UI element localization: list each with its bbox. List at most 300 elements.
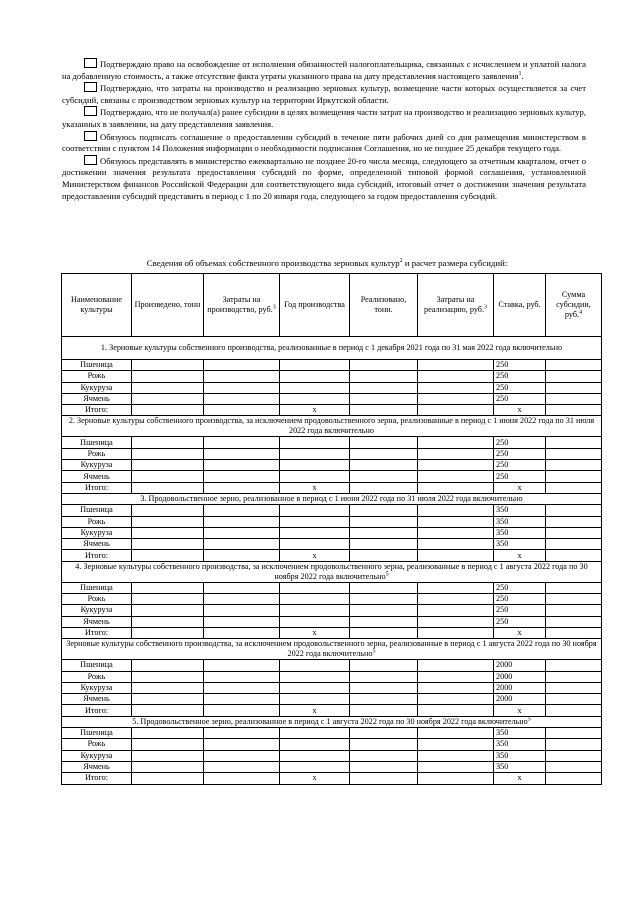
table-caption: Сведения об объемах собственного производства зерновых культур$^2$ и расчет размера субсидий: xyxy=(146,258,508,268)
empty-cell[interactable] xyxy=(546,582,602,593)
empty-cell[interactable] xyxy=(546,460,602,471)
crop-name: Ячмень xyxy=(62,694,132,705)
total-row xyxy=(62,773,602,784)
rate-cell: 250 xyxy=(494,437,546,448)
empty-cell[interactable] xyxy=(204,360,280,371)
crop-name: Кукуруза xyxy=(62,460,132,471)
header-production-year: Год производства xyxy=(280,274,350,337)
section-row xyxy=(62,639,602,660)
section-title: 2. Зерновые культуры собственного производства, за исключением продовольственного зерна, реализованные в период с 1 июня 2022 года по 31 июля 2022 года включительно xyxy=(62,416,602,437)
table-row xyxy=(62,671,602,682)
rate-cell: 350 xyxy=(494,739,546,750)
total-label: Итого: xyxy=(62,773,132,784)
empty-cell[interactable] xyxy=(204,505,280,516)
total-label: Итого: xyxy=(62,482,132,493)
empty-cell[interactable] xyxy=(204,627,280,638)
empty-cell[interactable] xyxy=(418,460,494,471)
rate-cell: 350 xyxy=(494,516,546,527)
empty-cell[interactable] xyxy=(280,360,350,371)
empty-cell[interactable] xyxy=(418,739,494,750)
year-cell: x xyxy=(280,705,350,716)
header-sale-cost: Затраты на реализацию, руб.$^3$ xyxy=(418,274,494,337)
crop-name: Кукуруза xyxy=(62,682,132,693)
header-sold: Реализовано, тонн. xyxy=(350,274,418,337)
crop-name: Пшеница xyxy=(62,505,132,516)
empty-cell[interactable] xyxy=(418,594,494,605)
empty-cell[interactable] xyxy=(204,437,280,448)
empty-cell[interactable] xyxy=(418,728,494,739)
empty-cell[interactable] xyxy=(280,471,350,482)
empty-cell[interactable] xyxy=(132,728,204,739)
empty-cell[interactable] xyxy=(350,360,418,371)
empty-cell[interactable] xyxy=(546,393,602,404)
empty-cell[interactable] xyxy=(350,448,418,459)
empty-cell[interactable] xyxy=(280,739,350,750)
rate-cell: 2000 xyxy=(494,660,546,671)
total-row xyxy=(62,705,602,716)
empty-cell[interactable] xyxy=(418,660,494,671)
empty-cell[interactable] xyxy=(350,660,418,671)
empty-cell[interactable] xyxy=(546,371,602,382)
empty-cell[interactable] xyxy=(546,694,602,705)
rate-cell: x xyxy=(494,550,546,561)
empty-cell[interactable] xyxy=(418,705,494,716)
empty-cell[interactable] xyxy=(418,360,494,371)
empty-cell[interactable] xyxy=(350,471,418,482)
rate-cell: x xyxy=(494,773,546,784)
crop-name: Пшеница xyxy=(62,728,132,739)
total-label: Итого: xyxy=(62,627,132,638)
confirmation-paragraph: Подтверждаю, что не получал(а) ранее субсидии в целях возмещения части затрат на производство и реализацию зерновых культур, указанных в заявлении, на дату представления заявления. xyxy=(62,107,586,129)
empty-cell[interactable] xyxy=(280,437,350,448)
rate-cell: x xyxy=(494,405,546,416)
empty-cell[interactable] xyxy=(132,437,204,448)
rate-cell: 250 xyxy=(494,460,546,471)
empty-cell[interactable] xyxy=(546,471,602,482)
empty-cell[interactable] xyxy=(418,527,494,538)
year-cell: x xyxy=(280,773,350,784)
empty-cell[interactable] xyxy=(546,405,602,416)
confirmation-paragraph: Подтверждаю, что затраты на производство и реализацию зерновых культур, возмещение части которых осуществляется за счет субсидий, связаны с производством зерновых культур на территории Иркутской области. xyxy=(62,83,586,105)
confirmation-paragraph: Подтверждаю право на освобождение от исполнения обязанностей налогоплательщика, связанных с исчислением и уплатой налога на добавленную стоимость, а также отсутствие факта утраты указанного права на дату представления настоящего заявления$^1$. xyxy=(62,59,586,81)
crop-name: Рожь xyxy=(62,371,132,382)
rate-cell: 2000 xyxy=(494,671,546,682)
empty-cell[interactable] xyxy=(418,516,494,527)
empty-cell[interactable] xyxy=(350,773,418,784)
table-row xyxy=(62,761,602,772)
empty-cell[interactable] xyxy=(350,371,418,382)
empty-cell[interactable] xyxy=(350,671,418,682)
empty-cell[interactable] xyxy=(132,582,204,593)
empty-cell[interactable] xyxy=(418,682,494,693)
empty-cell[interactable] xyxy=(204,750,280,761)
subsidy-table xyxy=(61,273,602,785)
rate-cell: 350 xyxy=(494,539,546,550)
table-row xyxy=(62,382,602,393)
table-row xyxy=(62,360,602,371)
empty-cell[interactable] xyxy=(350,750,418,761)
empty-cell[interactable] xyxy=(350,728,418,739)
empty-cell[interactable] xyxy=(280,582,350,593)
empty-cell[interactable] xyxy=(350,460,418,471)
empty-cell[interactable] xyxy=(546,739,602,750)
table-row xyxy=(62,437,602,448)
empty-cell[interactable] xyxy=(546,750,602,761)
empty-cell[interactable] xyxy=(132,773,204,784)
empty-cell[interactable] xyxy=(204,382,280,393)
total-label: Итого: xyxy=(62,405,132,416)
empty-cell[interactable] xyxy=(350,739,418,750)
empty-cell[interactable] xyxy=(546,527,602,538)
empty-cell[interactable] xyxy=(132,660,204,671)
empty-cell[interactable] xyxy=(132,750,204,761)
empty-cell[interactable] xyxy=(204,728,280,739)
empty-cell[interactable] xyxy=(350,694,418,705)
total-label: Итого: xyxy=(62,705,132,716)
confirmation-paragraph: Обязуюсь представлять в министерство ежеквартально не позднее 20-го числа месяца, следующего за отчетным кварталом, отчет о достижении значения результата предоставления субсидий по форме, определенной типовой формой соглашения, установленной Министерством финансов Российской Федерации для соответствующего вида субсидий, итоговый отчет о достижении значения результата предоставления субсидий представить в период с 1 по 20 января года, следующего за годом предоставления субсидий. xyxy=(62,155,586,201)
header-subsidy-amount: Сумма субсидии, руб.$^4$ xyxy=(546,274,602,337)
year-cell: x xyxy=(280,405,350,416)
confirmation-paragraphs xyxy=(62,58,586,202)
empty-cell[interactable] xyxy=(280,460,350,471)
crop-name: Пшеница xyxy=(62,582,132,593)
empty-cell[interactable] xyxy=(418,437,494,448)
table-row xyxy=(62,616,602,627)
header-production-cost: Затраты на производство, руб.$^3$ xyxy=(204,274,280,337)
table-row xyxy=(62,539,602,550)
section-title: 3. Продовольственное зерно, реализованное в период с 1 июня 2022 года по 31 июля 2022 года включительно xyxy=(62,493,602,504)
empty-cell[interactable] xyxy=(418,627,494,638)
crop-name: Рожь xyxy=(62,516,132,527)
empty-cell[interactable] xyxy=(546,594,602,605)
empty-cell[interactable] xyxy=(418,773,494,784)
rate-cell: 250 xyxy=(494,448,546,459)
table-row xyxy=(62,594,602,605)
empty-cell[interactable] xyxy=(204,471,280,482)
crop-name: Ячмень xyxy=(62,393,132,404)
empty-cell[interactable] xyxy=(418,482,494,493)
empty-cell[interactable] xyxy=(204,594,280,605)
crop-name: Кукуруза xyxy=(62,750,132,761)
empty-cell[interactable] xyxy=(132,405,204,416)
table-row xyxy=(62,516,602,527)
empty-cell[interactable] xyxy=(132,550,204,561)
empty-cell[interactable] xyxy=(280,728,350,739)
empty-cell[interactable] xyxy=(204,660,280,671)
empty-cell[interactable] xyxy=(418,671,494,682)
empty-cell[interactable] xyxy=(132,694,204,705)
crop-name: Ячмень xyxy=(62,471,132,482)
empty-cell[interactable] xyxy=(132,471,204,482)
empty-cell[interactable] xyxy=(280,539,350,550)
empty-cell[interactable] xyxy=(418,605,494,616)
empty-cell[interactable] xyxy=(204,582,280,593)
confirmation-checkbox[interactable] xyxy=(84,131,97,141)
empty-cell[interactable] xyxy=(132,627,204,638)
table-row xyxy=(62,460,602,471)
rate-cell: x xyxy=(494,627,546,638)
empty-cell[interactable] xyxy=(132,448,204,459)
rate-cell: 350 xyxy=(494,728,546,739)
empty-cell[interactable] xyxy=(280,750,350,761)
section-title: 4. Зерновые культуры собственного производства, за исключением продовольственного зерна, реализованные в период с 1 августа 2022 года по 30 ноября 2022 года включительно$^5$ xyxy=(62,561,602,582)
empty-cell[interactable] xyxy=(204,527,280,538)
empty-cell[interactable] xyxy=(204,460,280,471)
empty-cell[interactable] xyxy=(204,705,280,716)
empty-cell[interactable] xyxy=(546,682,602,693)
empty-cell[interactable] xyxy=(350,705,418,716)
empty-cell[interactable] xyxy=(546,437,602,448)
empty-cell[interactable] xyxy=(204,761,280,772)
empty-cell[interactable] xyxy=(280,761,350,772)
empty-cell[interactable] xyxy=(546,605,602,616)
empty-cell[interactable] xyxy=(280,371,350,382)
empty-cell[interactable] xyxy=(546,448,602,459)
crop-name: Пшеница xyxy=(62,360,132,371)
table-row xyxy=(62,448,602,459)
rate-cell: 250 xyxy=(494,616,546,627)
empty-cell[interactable] xyxy=(546,382,602,393)
empty-cell[interactable] xyxy=(132,393,204,404)
empty-cell[interactable] xyxy=(132,371,204,382)
crop-name: Пшеница xyxy=(62,660,132,671)
empty-cell[interactable] xyxy=(350,539,418,550)
rate-cell: 250 xyxy=(494,360,546,371)
empty-cell[interactable] xyxy=(350,527,418,538)
crop-name: Пшеница xyxy=(62,437,132,448)
empty-cell[interactable] xyxy=(204,605,280,616)
section-row xyxy=(62,337,602,360)
empty-cell[interactable] xyxy=(204,516,280,527)
empty-cell[interactable] xyxy=(546,761,602,772)
crop-name: Ячмень xyxy=(62,616,132,627)
empty-cell[interactable] xyxy=(418,471,494,482)
section-row xyxy=(62,561,602,582)
empty-cell[interactable] xyxy=(418,616,494,627)
table-row xyxy=(62,371,602,382)
empty-cell[interactable] xyxy=(204,539,280,550)
confirmation-paragraph: Обязуюсь подписать соглашение о предоставлении субсидий в течение пяти рабочих дней со дня размещения министерством в соответствии с пунктом 14 Положения информации о необходимости подписания Соглашения, но не позднее 25 декабря текущего года. xyxy=(62,131,586,154)
rate-cell: x xyxy=(494,705,546,716)
crop-name: Рожь xyxy=(62,594,132,605)
crop-name: Кукуруза xyxy=(62,527,132,538)
empty-cell[interactable] xyxy=(418,582,494,593)
crop-name: Кукуруза xyxy=(62,382,132,393)
empty-cell[interactable] xyxy=(418,382,494,393)
empty-cell[interactable] xyxy=(418,505,494,516)
empty-cell[interactable] xyxy=(546,539,602,550)
empty-cell[interactable] xyxy=(546,482,602,493)
empty-cell[interactable] xyxy=(418,405,494,416)
empty-cell[interactable] xyxy=(350,516,418,527)
table-row xyxy=(62,605,602,616)
confirmation-checkbox[interactable] xyxy=(84,58,97,68)
empty-cell[interactable] xyxy=(546,505,602,516)
empty-cell[interactable] xyxy=(280,382,350,393)
empty-cell[interactable] xyxy=(204,773,280,784)
rate-cell: 250 xyxy=(494,594,546,605)
crop-name: Ячмень xyxy=(62,761,132,772)
crop-name: Ячмень xyxy=(62,539,132,550)
rate-cell: 250 xyxy=(494,582,546,593)
total-row xyxy=(62,482,602,493)
empty-cell[interactable] xyxy=(280,505,350,516)
crop-name: Рожь xyxy=(62,739,132,750)
rate-cell: 2000 xyxy=(494,682,546,693)
rate-cell: 350 xyxy=(494,750,546,761)
empty-cell[interactable] xyxy=(546,773,602,784)
empty-cell[interactable] xyxy=(350,482,418,493)
crop-name: Рожь xyxy=(62,448,132,459)
table-row xyxy=(62,505,602,516)
empty-cell[interactable] xyxy=(280,682,350,693)
empty-cell[interactable] xyxy=(204,671,280,682)
total-row xyxy=(62,405,602,416)
header-rate: Ставка, руб. xyxy=(494,274,546,337)
empty-cell[interactable] xyxy=(132,594,204,605)
empty-cell[interactable] xyxy=(132,682,204,693)
empty-cell[interactable] xyxy=(280,448,350,459)
empty-cell[interactable] xyxy=(280,527,350,538)
rate-cell: 250 xyxy=(494,382,546,393)
empty-cell[interactable] xyxy=(204,739,280,750)
empty-cell[interactable] xyxy=(132,705,204,716)
rate-cell: x xyxy=(494,482,546,493)
section-title: Зерновые культуры собственного производства, за исключением продовольственного зерна, реализованные в период с 1 августа 2022 года по 30 ноября 2022 года включительно$^5$ xyxy=(62,639,602,660)
rate-cell: 350 xyxy=(494,505,546,516)
empty-cell[interactable] xyxy=(350,382,418,393)
empty-cell[interactable] xyxy=(350,582,418,593)
empty-cell[interactable] xyxy=(350,505,418,516)
empty-cell[interactable] xyxy=(204,371,280,382)
total-label: Итого: xyxy=(62,550,132,561)
empty-cell[interactable] xyxy=(132,539,204,550)
empty-cell[interactable] xyxy=(132,605,204,616)
empty-cell[interactable] xyxy=(546,360,602,371)
empty-cell[interactable] xyxy=(418,750,494,761)
section-row xyxy=(62,716,602,727)
empty-cell[interactable] xyxy=(280,694,350,705)
empty-cell[interactable] xyxy=(418,539,494,550)
empty-cell[interactable] xyxy=(418,550,494,561)
empty-cell[interactable] xyxy=(132,460,204,471)
header-crop-name: Наименование культуры xyxy=(62,274,132,337)
empty-cell[interactable] xyxy=(132,482,204,493)
empty-cell[interactable] xyxy=(350,550,418,561)
table-header-row xyxy=(62,274,602,337)
empty-cell[interactable] xyxy=(204,482,280,493)
empty-cell[interactable] xyxy=(132,616,204,627)
empty-cell[interactable] xyxy=(132,761,204,772)
empty-cell[interactable] xyxy=(350,594,418,605)
empty-cell[interactable] xyxy=(132,671,204,682)
total-row xyxy=(62,550,602,561)
table-row xyxy=(62,739,602,750)
section-title: 5. Продовольственное зерно, реализованное в период с 1 августа 2022 года по 30 ноября 2022 года включительно$^5$ xyxy=(62,716,602,727)
empty-cell[interactable] xyxy=(280,660,350,671)
crop-name: Рожь xyxy=(62,671,132,682)
rate-cell: 350 xyxy=(494,761,546,772)
year-cell: x xyxy=(280,550,350,561)
table-row xyxy=(62,660,602,671)
empty-cell[interactable] xyxy=(350,761,418,772)
total-row xyxy=(62,627,602,638)
table-row xyxy=(62,694,602,705)
empty-cell[interactable] xyxy=(204,405,280,416)
confirmation-checkbox[interactable] xyxy=(84,82,97,92)
empty-cell[interactable] xyxy=(204,448,280,459)
rate-cell: 350 xyxy=(494,527,546,538)
empty-cell[interactable] xyxy=(204,694,280,705)
empty-cell[interactable] xyxy=(204,616,280,627)
rate-cell: 250 xyxy=(494,471,546,482)
empty-cell[interactable] xyxy=(204,682,280,693)
table-row xyxy=(62,471,602,482)
empty-cell[interactable] xyxy=(350,616,418,627)
table-row xyxy=(62,582,602,593)
empty-cell[interactable] xyxy=(350,437,418,448)
rate-cell: 2000 xyxy=(494,694,546,705)
empty-cell[interactable] xyxy=(132,360,204,371)
empty-cell[interactable] xyxy=(546,516,602,527)
empty-cell[interactable] xyxy=(546,627,602,638)
empty-cell[interactable] xyxy=(546,705,602,716)
empty-cell[interactable] xyxy=(280,516,350,527)
confirmation-checkbox[interactable] xyxy=(84,106,97,116)
empty-cell[interactable] xyxy=(546,728,602,739)
rate-cell: 250 xyxy=(494,371,546,382)
table-row xyxy=(62,393,602,404)
section-row xyxy=(62,493,602,504)
empty-cell[interactable] xyxy=(132,382,204,393)
empty-cell[interactable] xyxy=(280,393,350,404)
empty-cell[interactable] xyxy=(418,448,494,459)
empty-cell[interactable] xyxy=(280,594,350,605)
empty-cell[interactable] xyxy=(132,739,204,750)
crop-name: Кукуруза xyxy=(62,605,132,616)
empty-cell[interactable] xyxy=(132,516,204,527)
table-row xyxy=(62,682,602,693)
empty-cell[interactable] xyxy=(350,393,418,404)
table-row xyxy=(62,527,602,538)
empty-cell[interactable] xyxy=(546,616,602,627)
empty-cell[interactable] xyxy=(132,527,204,538)
empty-cell[interactable] xyxy=(546,550,602,561)
empty-cell[interactable] xyxy=(418,694,494,705)
empty-cell[interactable] xyxy=(546,671,602,682)
empty-cell[interactable] xyxy=(350,682,418,693)
section-row xyxy=(62,416,602,437)
empty-cell[interactable] xyxy=(204,393,280,404)
empty-cell[interactable] xyxy=(350,405,418,416)
empty-cell[interactable] xyxy=(418,393,494,404)
empty-cell[interactable] xyxy=(280,671,350,682)
table-body xyxy=(62,337,602,785)
empty-cell[interactable] xyxy=(204,550,280,561)
empty-cell[interactable] xyxy=(418,761,494,772)
empty-cell[interactable] xyxy=(350,605,418,616)
empty-cell[interactable] xyxy=(132,505,204,516)
empty-cell[interactable] xyxy=(418,371,494,382)
rate-cell: 250 xyxy=(494,605,546,616)
section-title: 1. Зерновые культуры собственного производства, реализованные в период с 1 декабря 2021 года по 31 мая 2022 года включительно xyxy=(62,337,602,360)
empty-cell[interactable] xyxy=(280,616,350,627)
confirmation-checkbox[interactable] xyxy=(84,155,97,165)
table-row xyxy=(62,750,602,761)
empty-cell[interactable] xyxy=(350,627,418,638)
empty-cell[interactable] xyxy=(546,660,602,671)
empty-cell[interactable] xyxy=(280,605,350,616)
